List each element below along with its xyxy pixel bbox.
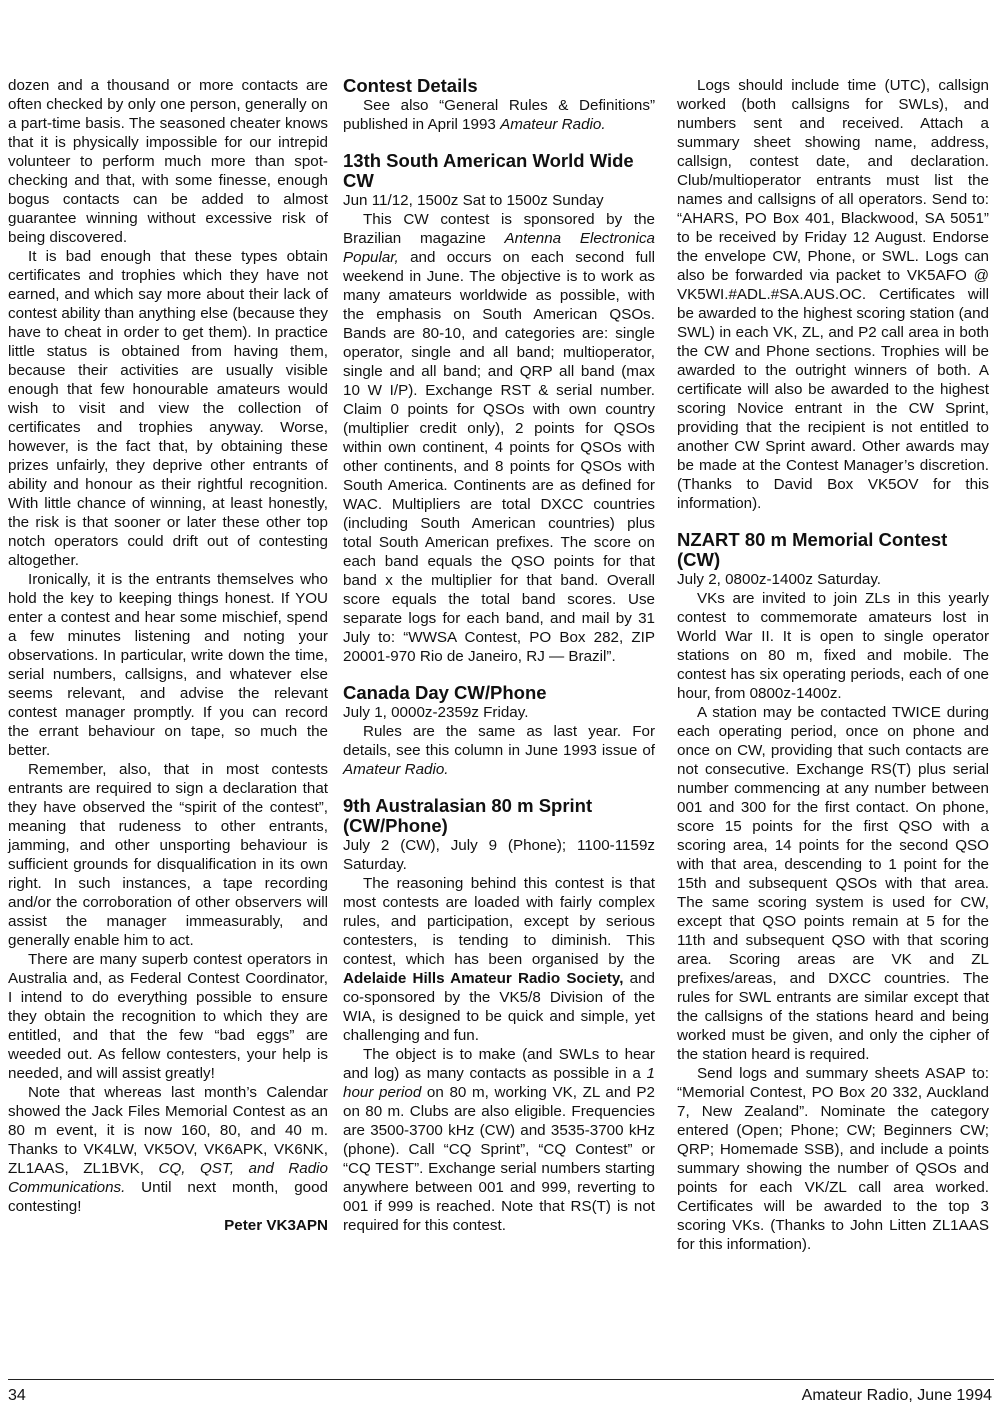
italic-text: 1 hour period	[343, 1065, 655, 1101]
paragraph: It is bad enough that these types obtain certificates and trophies which they have not earned, and which say more about their lack of contest ability than anything else (because they have to cheat in order to get them). In practice little status is obtained from having them, because their activities are usually visible enough that few honourable amateurs would wish to visit and view the collection of certificates and trophies anyway. Worse, however, is the fact that, by obtaining these prizes unfairly, they deprive other entrants of ability and honour as their rightful recognition. With little chance of winning, at least honestly, the risk is that sooner or later these other top notch operators could drift out of contesting altogether.	[8, 248, 328, 569]
paragraph: Send logs and summary sheets ASAP to: “Memorial Contest, PO Box 20 332, Auckland 7, New Zealand”. Nominate the category entered (Open; Phone; CW; Beginners CW; QRP; Homemade SSB), and include a points summary showing the number of QSOs and points for each VK/ZL call area worked. Certificates will be awarded to the top 3 scoring VKs. (Thanks to John Litten ZL1AAS for this information).	[677, 1065, 989, 1253]
column-3	[677, 76, 989, 1254]
contest-date: Jun 11/12, 1500z Sat to 1500z Sunday	[343, 192, 604, 209]
contest-date: July 2, 0800z-1400z Saturday.	[677, 571, 882, 588]
bold-text: Adelaide Hills Amateur Radio Society,	[343, 970, 624, 987]
column-2	[343, 76, 655, 1235]
publication-footer: Amateur Radio, June 1994	[801, 1387, 992, 1404]
text-run: This CW contest is sponsored by the Brazilian magazine	[343, 211, 655, 247]
italic-text: CQ, QST, and Radio Communications.	[8, 1160, 329, 1196]
footer-rule	[8, 1379, 994, 1380]
text-run: Note that whereas last month’s Calendar showed the Jack Files Memorial Contest as an 80 m event, it is now 160, 80, and 40 m. Thanks to VK4LW, VK5OV, VK6APK, VK6NK, ZL1AAS, ZL1BVK,	[8, 1084, 328, 1177]
text-run: See also “General Rules & Definitions” published in April 1993	[343, 97, 655, 133]
paragraph: dozen and a thousand or more contacts are often checked by only one person, generally on a part-time basis. The seasoned cheater knows that it is physically impossible for our intrepid volunteer to perform much more than spot-checking and that, with some finesse, enough bogus contacts can be added to almost guarantee winning without excessive risk of being discovered.	[8, 77, 328, 246]
paragraph	[343, 1045, 655, 1235]
paragraph: Ironically, it is the entrants themselves who hold the key to keeping things honest. If YOU enter a contest and hear some mischief, spend a few minutes listening and noting your observations. In particular, write down the time, serial numbers, callsigns, and whatever else seems relevant, and advise the relevant contest manager promptly. If you can record the errant behaviour on tape, so much the better.	[8, 571, 328, 759]
paragraph: Remember, also, that in most contests entrants are required to sign a declaration that they have observed the “spirit of the contest”, meaning that rudeness to other entrants, jamming, and other unsporting behaviour is sufficient grounds for disqualification in its own right. In such instances, a tape recording and/or the corroboration of other observers will assist the manager immeasurably, and generally enable him to act.	[8, 761, 328, 949]
section-heading: 13th South American World Wide CW	[343, 150, 634, 191]
paragraph	[343, 722, 655, 779]
text-run: Rules are the same as last year. For details, see this column in June 1993 issue of	[343, 723, 655, 759]
text-run: The reasoning behind this contest is that most contests are loaded with fairly complex rules, and participation, except by serious contesters, is tending to diminish. This contest, which has been organised by the	[343, 875, 655, 968]
column-1	[8, 76, 328, 1235]
text-run: and occurs on each second full weekend in June. The objective is to work as many amateurs worldwide as possible, with the emphasis on South American QSOs. Bands are 80-10, and categories are: single operator, single and all band; multioperator, single and all band; and QRP all band (max 10 W I/P). Exchange RST & serial number. Claim 0 points for QSOs with own country (multiplier credit only), 2 points for QSOs within own continent, 4 points for QSOs with other continents, and 8 points for QSOs with South America. Continents are as defined for WAC. Multipliers are total DXCC countries (including South American countries) plus total South American prefixes. The score on each band equals the QSO points for that band x the multiplier for that band. Overall score equals the total band scores. Use separate logs for each band, and mail by 31 July to: “WWSA Contest, PO Box 282, ZIP 20001-970 Rio de Janeiro, RJ — Brazil”.	[343, 249, 655, 665]
section-heading: NZART 80 m Memorial Contest (CW)	[677, 529, 948, 570]
page-number: 34	[8, 1387, 26, 1404]
section-heading: 9th Australasian 80 m Sprint (CW/Phone)	[343, 795, 593, 836]
paragraph: There are many superb contest operators in Australia and, as Federal Contest Coordinator, I intend to do everything possible to ensure they obtain the recognition to which they are entitled, and that the few “bad eggs” are weeded out. As fellow contesters, your help is needed, and will assist greatly!	[8, 951, 328, 1082]
paragraph	[8, 1083, 328, 1216]
text-run: and co-sponsored by the VK5/8 Division of the WIA, is designed to be quick and simple, yet challenging and fun.	[343, 970, 655, 1044]
paragraph	[343, 210, 655, 666]
italic-text: Antenna Electronica Popular,	[343, 230, 655, 266]
italic-text: Amateur Radio.	[343, 761, 449, 778]
paragraph: Logs should include time (UTC), callsign worked (both callsigns for SWLs), and numbers sent and received. Attach a summary sheet showing name, address, callsign, contest date, and declaration. Club/multioperator entrants must list the names and callsigns of all operators. Send to: “AHARS, PO Box 401, Blackwood, SA 5051” to be received by Friday 12 August. Endorse the envelope CW, Phone, or SWL. Logs can also be forwarded via packet to VK5AFO @ VK5WI.#ADL.#SA.AUS.OC. Certificates will be awarded to the highest scoring station (and SWL) in each VK, ZL, and P2 call area in both the CW and Phone sections. Trophies will be awarded to the outright winners of both. A certificate will also be awarded to the highest scoring Novice entrant in the CW Sprint, providing that the recipient is not entitled to another CW Sprint award. Other awards may be made at the Contest Manager’s discretion. (Thanks to David Box VK5OV for this information).	[677, 77, 989, 512]
paragraph: A station may be contacted TWICE during each operating period, once on phone and once on CW, providing that such contacts are not consecutive. Exchange RS(T) plus serial number commencing at any number between 001 and 300 for the first contact. On phone, score 15 points for the first QSO with a scoring area, 14 points for the second QSO with that area, descending to 1 point for the 15th and subsequent QSOs with that area. The same scoring system is used for CW, except that QSO points remain at 5 for the 11th and subsequent QSO with that scoring area. Scoring areas are VK and ZL prefixes/areas, and DXCC countries. The rules for SWL entrants are similar except that the callsigns of the stations heard and being worked must be given, and only the cipher of the station heard is required.	[677, 704, 989, 1063]
section-heading: Contest Details	[343, 75, 478, 96]
text-run: The object is to make (and SWLs to hear and log) as many contacts as possible in a	[343, 1046, 655, 1082]
paragraph	[343, 96, 655, 134]
italic-text: Amateur Radio.	[500, 116, 606, 133]
text-run: on 80 m, working VK, ZL and P2 on 80 m. Clubs are also eligible. Frequencies are 3500-3700 kHz (CW) and 3535-3700 kHz (phone). Call “CQ Sprint”, “CQ Contest” or “CQ TEST”. Exchange serial numbers starting anywhere between 001 and 999, reverting to 001 if 999 is reached. Note that RS(T) is not required for this contest.	[343, 1084, 655, 1234]
section-heading: Canada Day CW/Phone	[343, 682, 547, 703]
text-run: Until next month, good contesting!	[8, 1179, 328, 1215]
paragraph	[343, 874, 655, 1045]
contest-date: July 2 (CW), July 9 (Phone); 1100-1159z Saturday.	[343, 837, 655, 873]
paragraph: VKs are invited to join ZLs in this yearly contest to commemorate amateurs lost in World War II. It is open to single operator stations on 80 m, fixed and mobile. The contest has six operating periods, each of one hour, from 0800z-1400z.	[677, 590, 989, 702]
author-signature: Peter VK3APN	[224, 1217, 328, 1234]
contest-date: July 1, 0000z-2359z Friday.	[343, 704, 529, 721]
